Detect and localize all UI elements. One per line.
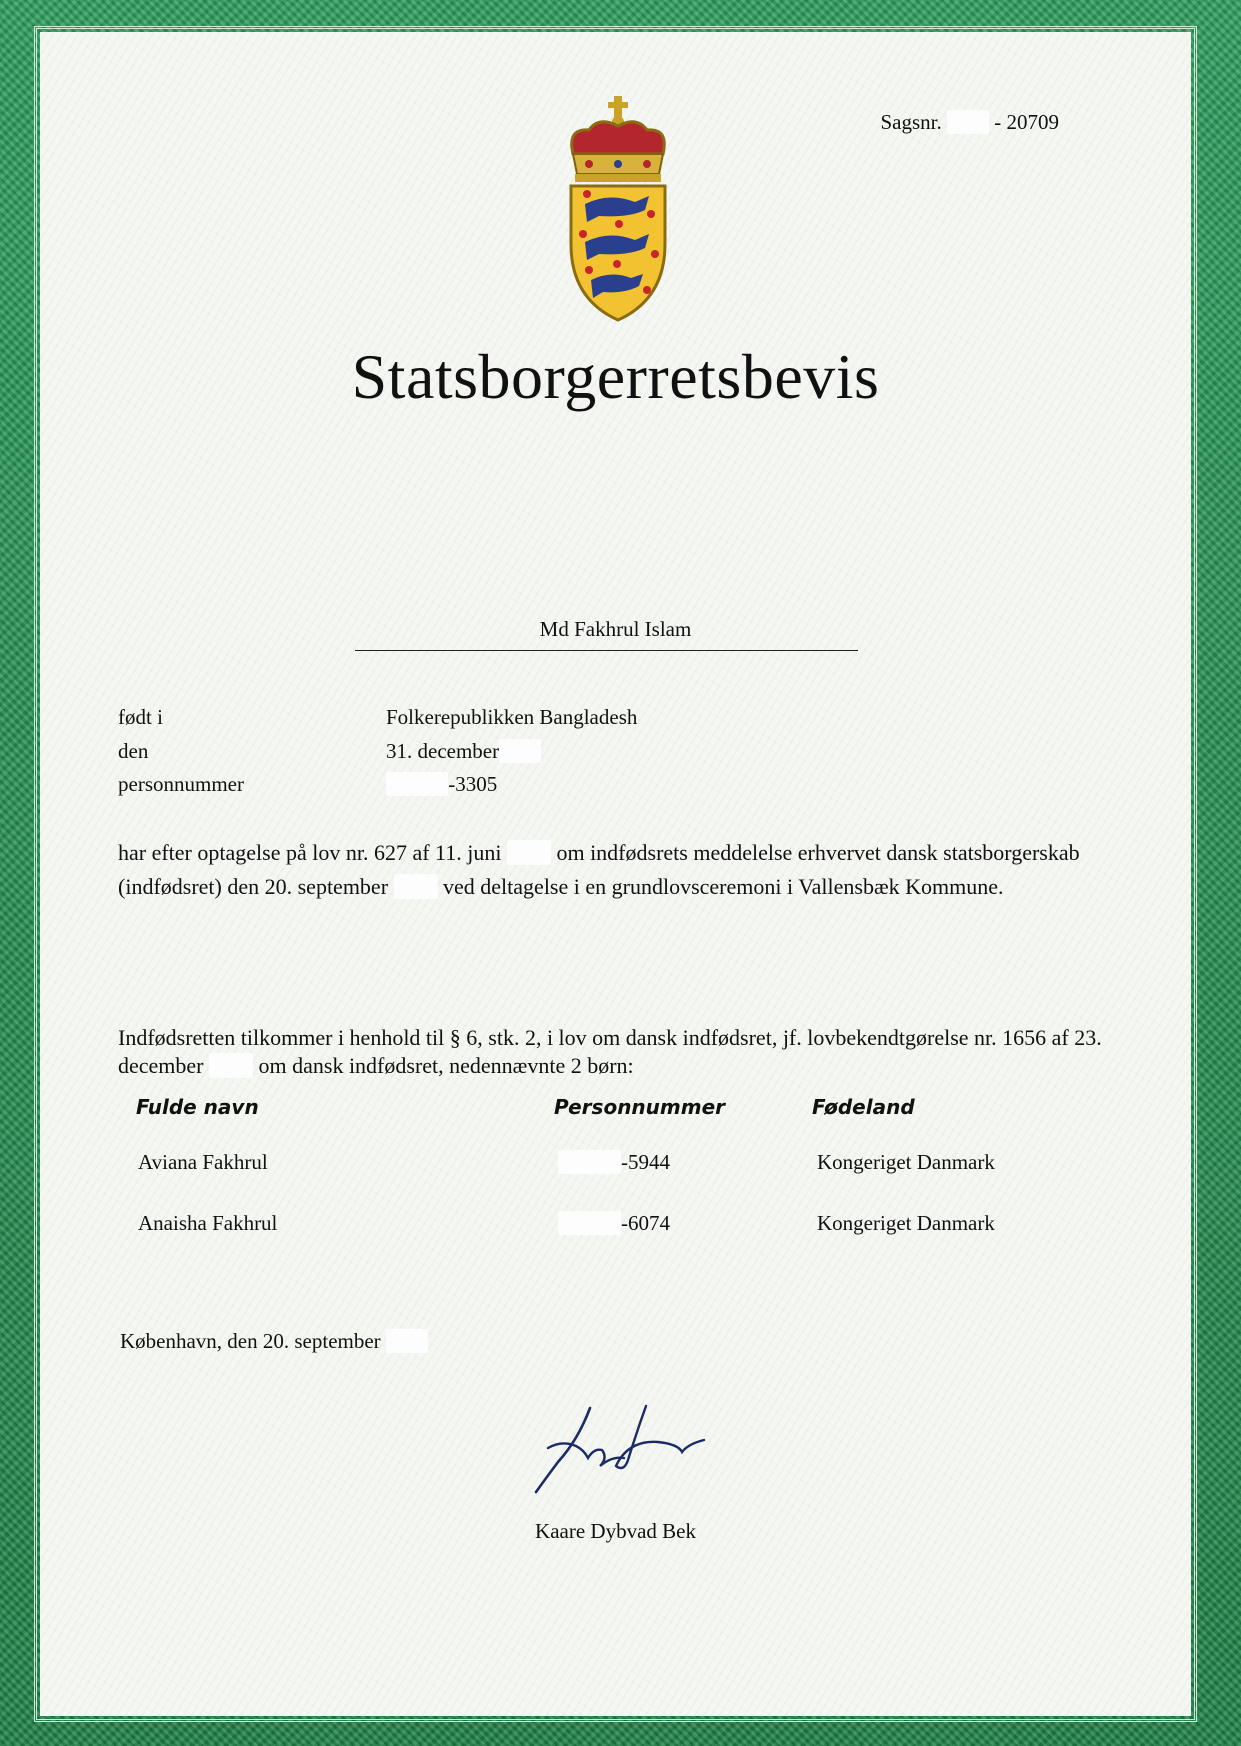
redacted-year [499,739,541,763]
child-country: Kongeriget Danmark [817,1211,995,1235]
cpr-value: -3305 [386,774,497,795]
signer-name: Kaare Dybvad Bek [535,1519,696,1543]
children-paragraph: Indfødsretten tilkommer i henhold til § 6, stk. 2, i lov om dansk indfødsret, jf. lovbekendtgørelse nr. 1656 af 23. december om dansk indfødsret, nedennævnte 2 børn: [118,1025,1102,1078]
birthplace-value: Folkerepublikken Bangladesh [386,705,638,729]
document-title: Statsborgerretsbevis [351,341,880,412]
holder-name: Md Fakhrul Islam [539,617,692,641]
redacted-cpr [386,772,448,796]
birthdate-label: den [118,739,149,763]
child-name: Aviana Fakhrul [138,1150,268,1174]
table-header-name: Fulde navn [136,1095,259,1119]
redacted-year [209,1053,253,1078]
case-redacted [947,110,989,134]
birthplace-label: født i [118,705,163,729]
certificate-paper [40,32,1191,1716]
case-number-value: - 20709 [994,110,1059,134]
child-country: Kongeriget Danmark [817,1150,995,1174]
child-cpr: -6074 [558,1213,670,1234]
cpr-label: personnummer [118,772,244,796]
case-label: Sagsnr. [880,110,942,134]
shield-icon [571,186,665,320]
redacted-year [386,1329,428,1353]
name-underline [355,650,858,651]
crown-icon [572,96,665,182]
table-header-cpr: Personnummer [554,1095,726,1119]
child-name: Anaisha Fakhrul [138,1211,278,1235]
acquisition-paragraph: har efter optagelse på lov nr. 627 af 11. juni om indfødsrets meddelelse erhvervet dansk statsborgerskab (indfødsret) den 20. september ved deltagelse i en grundlovsceremoni i Vallensbæk Kommune. [118,840,1080,899]
case-number [880,112,1059,133]
signature-icon [528,1400,718,1500]
danish-coat-of-arms-icon [559,94,677,324]
redacted-year [394,874,438,899]
place-and-date: København, den 20. september [120,1331,428,1352]
birthdate-value: 31. december [386,741,541,762]
table-header-country: Fødeland [812,1095,915,1119]
redacted-year [507,840,551,865]
child-cpr: -5944 [558,1152,670,1173]
